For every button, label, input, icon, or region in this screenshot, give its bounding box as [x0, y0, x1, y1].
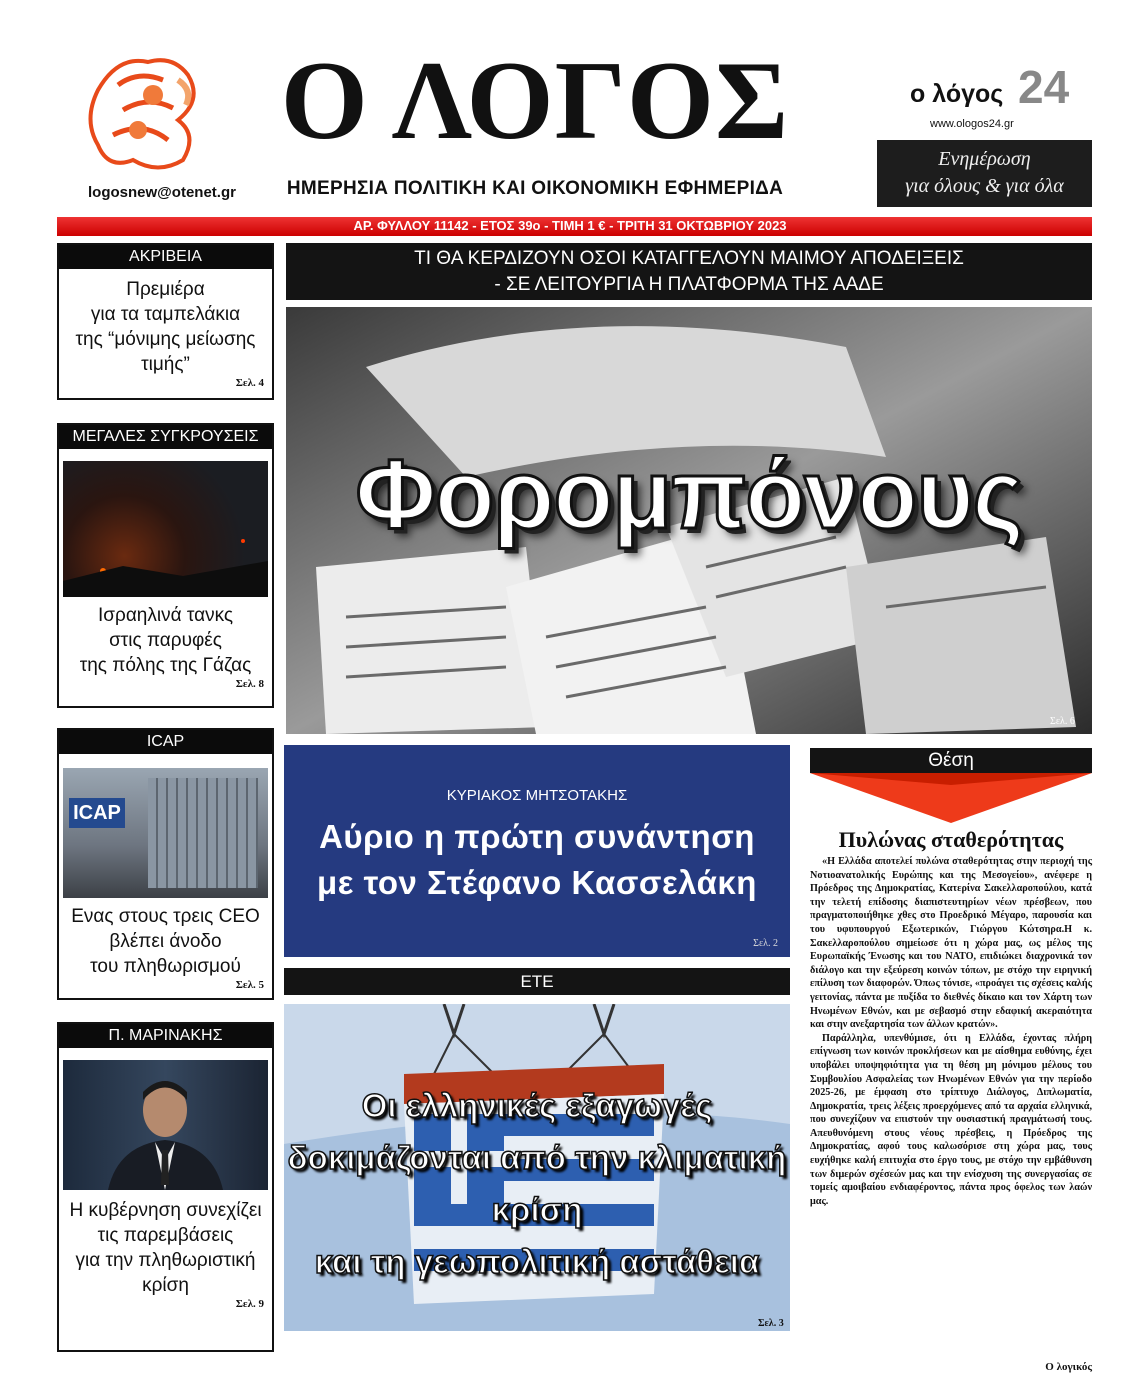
lead-kicker-line-2: - ΣΕ ΛΕΙΤΟΥΡΓΙΑ Η ΠΛΑΤΦΟΡΜΑ ΤΗΣ ΑΑΔΕ	[494, 274, 884, 295]
sidebar-text-line: Η κυβέρνηση συνεχίζει	[69, 1200, 262, 1221]
opinion-paragraph: «Η Ελλάδα αποτελεί πυλώνα σταθερότητας στην περιοχή της Νοτιοανατολικής Ευρώπης και της Μεσογείου», ανέφερε η Πρόεδρος της Δημοκρατίας, Κατερίνα Σακελλαροπούλου, κατά την τελετή επίδοσης διαπιστευτηρίων νέων πρέσβεων, που πραγματοποιήθηκε χθες στο Προεδρικό Μέγαρο, παρουσία και του υφυπουργού Εξωτερικών, Γιώργου Κώτσηρα.Η κ. Σακελλαροπούλου σημείωσε ότι η χώρα μας, ως μέλος της Ευρωπαϊκής Ένωσης και του ΝΑΤΟ, επιδιώκει διαχρονικά τον διάλογο και την εξεύρεση κοινών τόπων, με στόχο την ειρηνική επίλυση των διαφορών. Όπως τόνισε, «προάγει τις σχέσεις καλής γειτονίας, πάντα με πυξίδα το διεθνές δίκαιο και τον Χάρτη των Ηνωμένων Εθνών, και με σεβασμό στην εδαφική ακεραιότητα και στην ανεξαρτησία των άλλων κρατών».	[810, 856, 1092, 1031]
sidebar-story-gaza[interactable]	[57, 423, 274, 708]
newspaper-subtitle: ΗΜΕΡΗΣΙΑ ΠΟΛΙΤΙΚΗ ΚΑΙ ΟΙΚΟΝΟΜΙΚΗ ΕΦΗΜΕΡΙΔΑ	[286, 178, 784, 199]
lead-kicker[interactable]	[286, 243, 1092, 300]
sidebar-text-line: για την πληθωριστική	[75, 1250, 256, 1271]
sidebar-text-line: Ενας στους τρεις CEO	[71, 906, 260, 927]
sidebar-text-line: κρίση	[142, 1275, 189, 1296]
logos24-brand: ο λόγος	[910, 80, 1004, 108]
sidebar-story-icap[interactable]	[57, 728, 274, 1000]
sidebar-text-line: τιμής”	[141, 354, 190, 375]
icap-building-photo	[63, 768, 268, 898]
promo-line-1: Ενημέρωση	[938, 148, 1031, 170]
issue-info: ΑΡ. ΦΥΛΛΟΥ 11142 - ΕΤΟΣ 39ο - ΤΙΜΗ 1 € - ΤΡΙΤΗ 31 ΟΚΤΩΒΡΙΟΥ 2023	[353, 218, 787, 233]
lead-headline[interactable]: Φορομπόνους	[355, 439, 1023, 549]
story-kicker: ΚΥΡΙΑΚΟΣ ΜΗΤΣΟΤΑΚΗΣ	[446, 787, 628, 804]
story-headline-line-2: με τον Στέφανο Κασσελάκη	[317, 864, 757, 901]
opinion-section-label: Θέση	[810, 748, 1092, 773]
sidebar-text-line: στις παρυφές	[109, 630, 222, 651]
ete-headline-line-2: δοκιμάζονται από την κλιματική κρίση	[287, 1139, 787, 1228]
sidebar-text-line: της “μόνιμης μείωσης	[75, 329, 256, 350]
gaza-photo	[63, 461, 268, 597]
page-ref: Σελ. 4	[235, 377, 264, 389]
sidebar-label: Π. ΜΑΡΙΝΑΚΗΣ	[59, 1024, 272, 1048]
sidebar-text-line: για τα ταμπελάκια	[90, 304, 241, 325]
page-ref: Σελ. 8	[235, 678, 264, 690]
sidebar-label: ΑΚΡΙΒΕΙΑ	[59, 245, 272, 269]
page-ref: Σελ. 2	[753, 938, 778, 949]
page-ref: Σελ. 6	[1050, 716, 1075, 727]
sidebar-text-line: της πόλης της Γάζας	[79, 655, 252, 676]
opinion-body	[810, 855, 1092, 1208]
ete-headline-line-1: Οι ελληνικές εξαγωγές	[361, 1087, 713, 1124]
ete-headline-line-3: και τη γεωπολιτική αστάθεια	[314, 1243, 760, 1280]
promo-box	[877, 140, 1092, 207]
masthead-logo-art	[78, 50, 218, 175]
page-ref: Σελ. 5	[235, 979, 264, 991]
page-ref: Σελ. 9	[235, 1298, 264, 1310]
mitsotakis-story[interactable]	[284, 745, 790, 957]
newspaper-title: Ο ΛΟΓΟΣ	[280, 39, 790, 163]
sidebar-story-marinakis[interactable]	[57, 1022, 274, 1352]
story-headline-line-1: Αύριο η πρώτη συνάντηση	[319, 818, 755, 855]
contact-email: logosnew@otenet.gr	[88, 184, 236, 201]
icap-sign: ICAP	[69, 798, 125, 828]
ete-headline[interactable]	[284, 1080, 790, 1288]
page-ref: Σελ. 3	[758, 1318, 784, 1329]
sidebar-story-akriveia[interactable]	[57, 243, 274, 400]
sidebar-text-line: Ισραηλινά τανκς	[98, 605, 233, 626]
sidebar-text-line: Πρεμιέρα	[126, 279, 205, 300]
ete-label: ΕΤΕ	[284, 968, 790, 995]
opinion-title[interactable]: Πυλώνας σταθερότητας	[838, 827, 1064, 852]
sidebar-label: ΜΕΓΑΛΕΣ ΣΥΓΚΡΟΥΣΕΙΣ	[59, 425, 272, 449]
opinion-paragraph: Παράλληλα, υπενθύμισε, ότι η Ελλάδα, έχοντας πλήρη επίγνωση των κοινών προκλήσεων και με αίσθημα ευθύνης, έχει υποβάλει υποψηφιότητα για τη θέση μη μόνιμου μέλους του Συμβουλίου Ασφαλείας των Ηνωμένων Εθνών για την περίοδο 2025-26, με έμφαση στο τρίπτυχο Διάλογος, Διπλωματία, Δημοκρατία, τρεις λέξεις προερχόμενες από τα αρχαία ελληνικά, που συνεχίζουν να επιστούν την ουσιαστική πραγμάτωσή τους. Απευθυνόμενη στους νέους πρέσβεις, η Πρόεδρος της Δημοκρατίας, αφού τους καλωσόρισε στη χώρα μας, τους ευχήθηκε καλή επιτυχία στο έργο τους, με στόχο την εμβάθυνση των διμερών σχέσεών μας και την ενίσχυση της συνεργασίας σε τομείς αμοιβαίου ενδιαφέροντος, πάντα προς όφελος των λαών μας.	[810, 1032, 1092, 1207]
opinion-signature: Ο λογικός	[1045, 1361, 1092, 1373]
logos24-url[interactable]: www.ologos24.gr	[930, 118, 1014, 130]
marinakis-photo	[63, 1060, 268, 1190]
sidebar-text-line: τις παρεμβάσεις	[97, 1225, 234, 1246]
promo-line-2: για όλους & για όλα	[905, 175, 1064, 197]
lead-kicker-line-1: ΤΙ ΘΑ ΚΕΡΔΙΖΟΥΝ ΟΣΟΙ ΚΑΤΑΓΓΕΛΟΥΝ ΜΑΙΜΟΥ ΑΠΟΔΕΙΞΕΙΣ	[414, 248, 964, 269]
logos24-number: 24	[1018, 61, 1070, 113]
opinion-red-triangle	[810, 773, 1092, 823]
sidebar-label: ICAP	[59, 730, 272, 754]
sidebar-text-line: βλέπει άνοδο	[109, 931, 222, 952]
sidebar-text-line: του πληθωρισμού	[90, 956, 241, 977]
